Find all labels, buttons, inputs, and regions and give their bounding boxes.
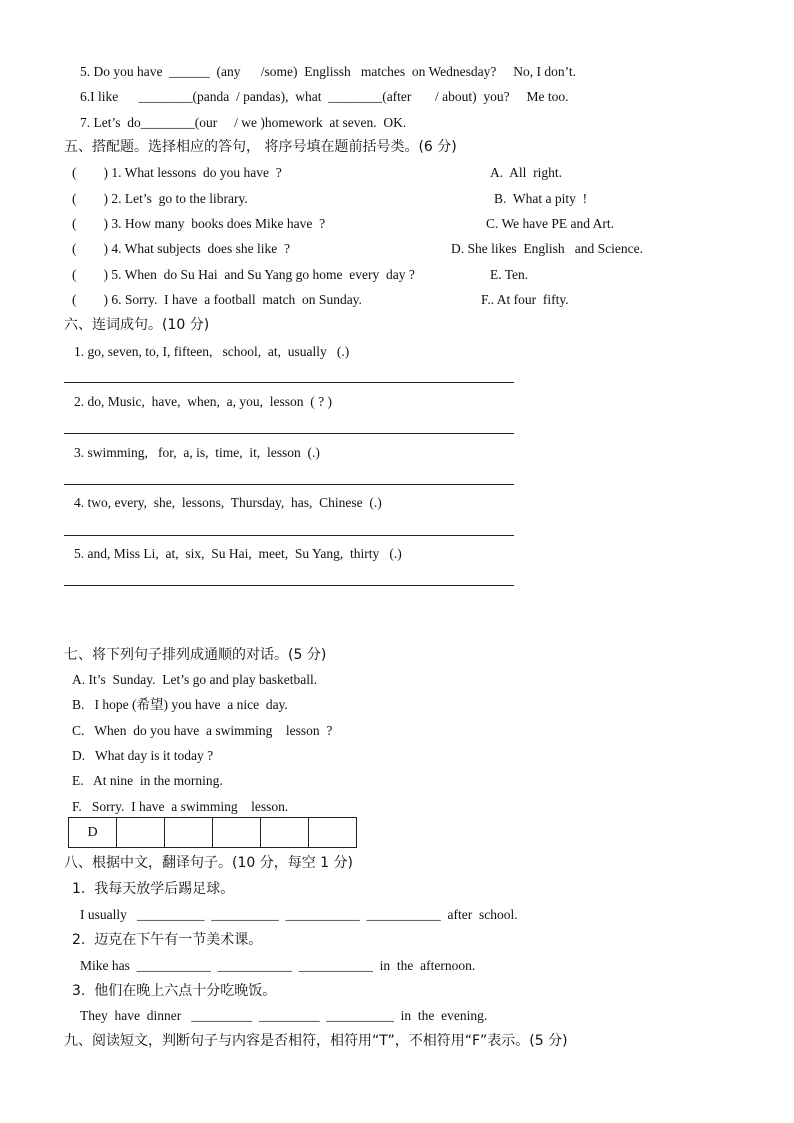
fill-blank-line-6: 6.I like ________(panda / pandas), what ________(after / about) you? Me too. [80, 89, 569, 104]
order-box[interactable] [213, 818, 261, 848]
word-order-item: 2. do, Music, have, when, a, you, lesson ( ? ) [74, 394, 332, 409]
matching-answer: C. We have PE and Art. [486, 216, 615, 231]
translation-chinese: 3. 他们在晚上六点十分吃晚饭。 [72, 983, 277, 999]
section-9-heading: 九、阅读短文，判断句子与内容是否相符，相符用“T”，不相符用“F”表示。(5 分) [64, 1033, 568, 1049]
matching-answer: E. Ten. [490, 267, 529, 282]
order-box[interactable] [309, 818, 357, 848]
section-6-heading: 六、连词成句。(10 分) [64, 317, 210, 333]
order-box[interactable]: D [69, 818, 117, 848]
answer-line[interactable] [64, 585, 514, 586]
word-order-item: 5. and, Miss Li, at, six, Su Hai, meet, Su Yang, thirty (.) [74, 546, 402, 561]
matching-answer: D. She likes English and Science. [451, 241, 643, 256]
answer-line[interactable] [64, 433, 514, 434]
dialogue-option: F. Sorry. I have a swimming lesson. [72, 799, 289, 814]
dialogue-option: E. At nine in the morning. [72, 773, 223, 788]
matching-question: ( ) 3. How many books does Mike have ? [72, 216, 326, 231]
order-box[interactable] [117, 818, 165, 848]
translation-english[interactable]: I usually __________ __________ ___________ ___________ after school. [80, 907, 518, 922]
section-8-heading: 八、根据中文，翻译句子。(10 分，每空 1 分) [64, 855, 353, 871]
matching-question: ( ) 5. When do Su Hai and Su Yang go home every day ? [72, 267, 415, 282]
order-box[interactable] [165, 818, 213, 848]
matching-question: ( ) 2. Let’s go to the library. [72, 191, 248, 206]
order-answer-table [68, 817, 357, 848]
translation-chinese: 2. 迈克在下午有一节美术课。 [72, 932, 263, 948]
fill-blank-line-5: 5. Do you have ______ (any /some) Englissh matches on Wednesday? No, I don’t. [80, 64, 576, 79]
dialogue-option: A. It’s Sunday. Let’s go and play basketball. [72, 672, 318, 687]
translation-english[interactable]: They have dinner _________ _________ __________ in the evening. [80, 1008, 488, 1023]
section-5-heading: 五、搭配题。选择相应的答句， 将序号填在题前括号类。(6 分) [64, 139, 457, 155]
translation-english[interactable]: Mike has ___________ ___________ ___________ in the afternoon. [80, 958, 476, 973]
matching-question: ( ) 4. What subjects does she like ? [72, 241, 290, 256]
matching-answer: A. All right. [490, 165, 563, 180]
answer-line[interactable] [64, 535, 514, 536]
translation-chinese: 1. 我每天放学后踢足球。 [72, 881, 235, 897]
dialogue-option: B. I hope (希望) you have a nice day. [72, 697, 288, 712]
dialogue-option: C. When do you have a swimming lesson ? [72, 723, 333, 738]
matching-question: ( ) 1. What lessons do you have ? [72, 165, 282, 180]
answer-line[interactable] [64, 484, 514, 485]
word-order-item: 4. two, every, she, lessons, Thursday, has, Chinese (.) [74, 495, 382, 510]
matching-answer: B. What a pity ! [494, 191, 588, 206]
word-order-item: 3. swimming, for, a, is, time, it, lesson (.) [74, 445, 320, 460]
matching-question: ( ) 6. Sorry. I have a football match on Sunday. [72, 292, 362, 307]
dialogue-option: D. What day is it today ? [72, 748, 214, 763]
fill-blank-line-7: 7. Let’s do________(our / we )homework at seven. OK. [80, 115, 407, 130]
order-box[interactable] [261, 818, 309, 848]
answer-line[interactable] [64, 382, 514, 383]
word-order-item: 1. go, seven, to, I, fifteen, school, at, usually (.) [74, 344, 350, 359]
section-7-heading: 七、将下列句子排列成通顺的对话。(5 分) [64, 647, 327, 663]
matching-answer: F.. At four fifty. [481, 292, 569, 307]
